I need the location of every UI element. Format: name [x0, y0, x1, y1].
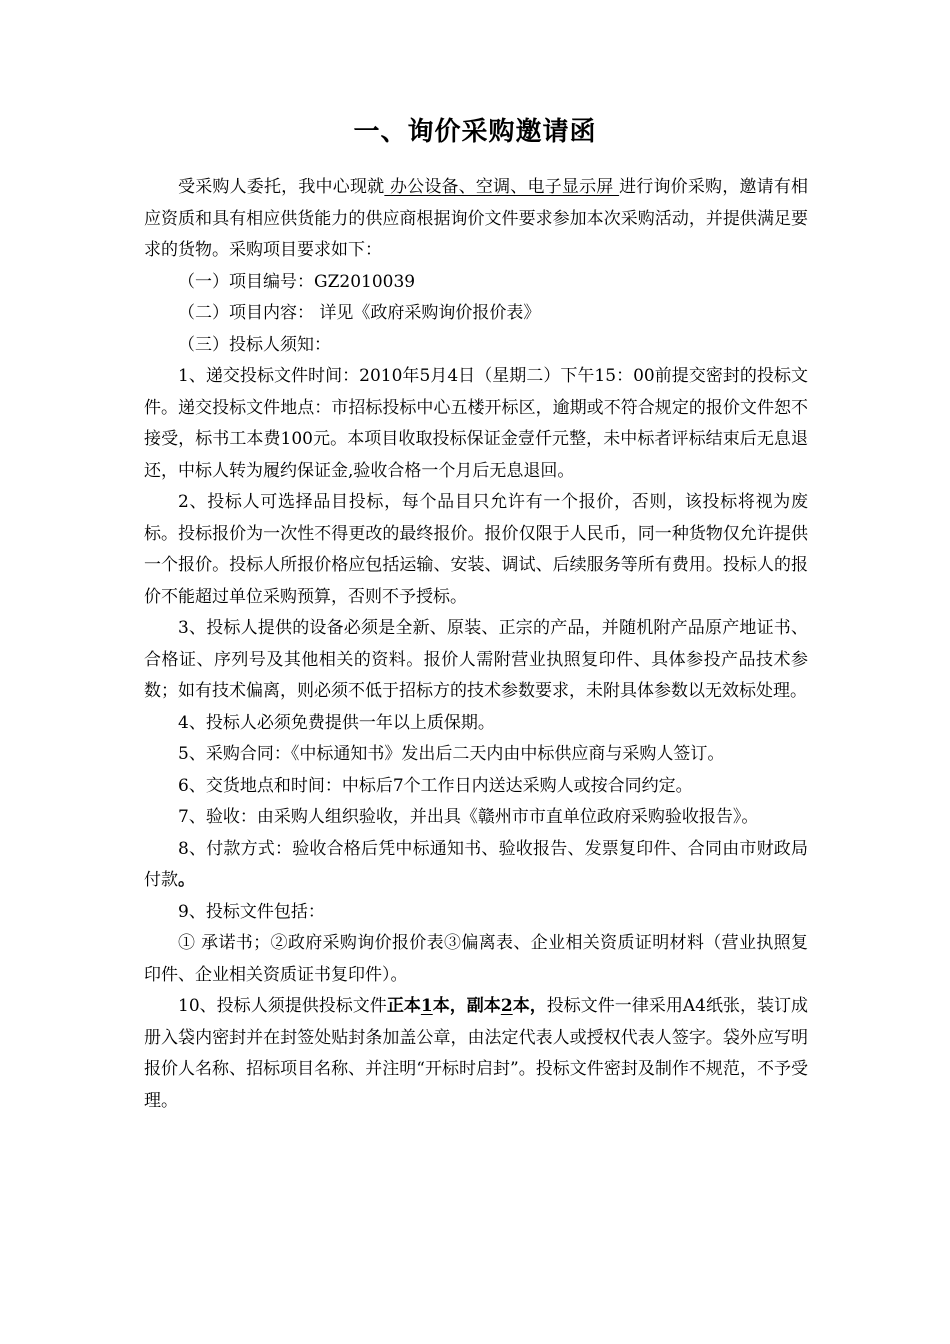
copy-count: 2: [500, 996, 513, 1016]
clause-3: 3、投标人提供的设备必须是全新、原装、正宗的产品，并随机附产品原产地证书、合格证、序列号及其他相关的资料。报价人需附营业执照复印件、具体参投产品技术参数；如有技术偏离，则必须不低于招标方的技术参数要求，未附具体参数以无效标处理。: [144, 618, 808, 701]
intro-paragraph: [144, 172, 808, 267]
clause-1: 1、递交投标文件时间：2010年5月4日（星期二）下午15：00前提交密封的投标文件。递交投标文件地点：市招标投标中心五楼开标区，逾期或不符合规定的报价文件恕不接受，标书工本费100元。本项目收取投标保证金壹仟元整，未中标者评标结束后无息退还，中标人转为履约保证金,验收合格一个月后无息退回。: [144, 366, 808, 481]
clause-10-prefix: 10、投标人须提供投标文件: [178, 996, 387, 1016]
intro-prefix: 受采购人委托，我中心现就: [178, 177, 385, 197]
copy-label: 副本: [466, 996, 501, 1016]
clause-10-suffix: 投标文件一律采用A4纸张，装订成册入袋内密封并在封签处贴封条加盖公章，由法定代表人或授权代表人签字。袋外应写明报价人名称、招标项目名称、并注明“开标时启封”。投标文件密封及制作不规范，不予受理。: [144, 996, 809, 1111]
clause-4: 4、投标人必须免费提供一年以上质保期。: [178, 712, 495, 733]
document-title: 一、询价采购邀请函: [353, 117, 597, 147]
original-count: 1: [420, 996, 433, 1016]
copy-unit: 本，: [512, 996, 547, 1016]
clause-8-end-mark: 。: [178, 870, 195, 890]
clause-9-items: ① 承诺书；②政府采购询价报价表③偏离表、企业相关资质证明材料（营业执照复印件、企业相关资质证书复印件）。: [144, 933, 808, 985]
original-label: 正本: [386, 996, 421, 1016]
bidder-notice-heading: （三）投标人须知：: [178, 334, 331, 355]
clause-8: [144, 834, 808, 897]
procurement-items: 办公设备、空调、电子显示屏: [384, 177, 620, 197]
project-content: （二）项目内容： 详见《政府采购询价报价表》: [178, 303, 541, 323]
intro-suffix: 进行询价采购，邀请有相应资质和具有相应供货能力的供应商根据询价文件要求参加本次采购活动，并提供满足要求的货物。采购项目要求如下：: [144, 177, 809, 260]
clause-8-text: 8、付款方式：验收合格后凭中标通知书、验收报告、发票复印件、合同由市财政局付款: [144, 838, 808, 890]
clause-9: 9、投标文件包括：: [178, 901, 325, 922]
clause-2: 2、投标人可选择品目投标，每个品目只允许有一个报价，否则，该投标将视为废标。投标报价为一次性不得更改的最终报价。报价仅限于人民币，同一种货物仅允许提供一个报价。投标人所报价格应包括运输、安装、调试、后续服务等所有费用。投标人的报价不能超过单位采购预算，否则不予授标。: [144, 492, 808, 607]
original-unit: 本，: [432, 996, 467, 1016]
clause-6: 6、交货地点和时间：中标后7个工作日内送达采购人或按合同约定。: [178, 775, 693, 796]
clause-5: 5、采购合同：《中标通知书》发出后二天内由中标供应商与采购人签订。: [178, 744, 725, 764]
clause-10: [144, 991, 808, 1117]
project-number: （一）项目编号：GZ2010039: [178, 271, 416, 292]
document-body: [144, 172, 808, 1117]
clause-7: 7、验收：由采购人组织验收，并出具《赣州市市直单位政府采购验收报告》。: [178, 807, 759, 827]
